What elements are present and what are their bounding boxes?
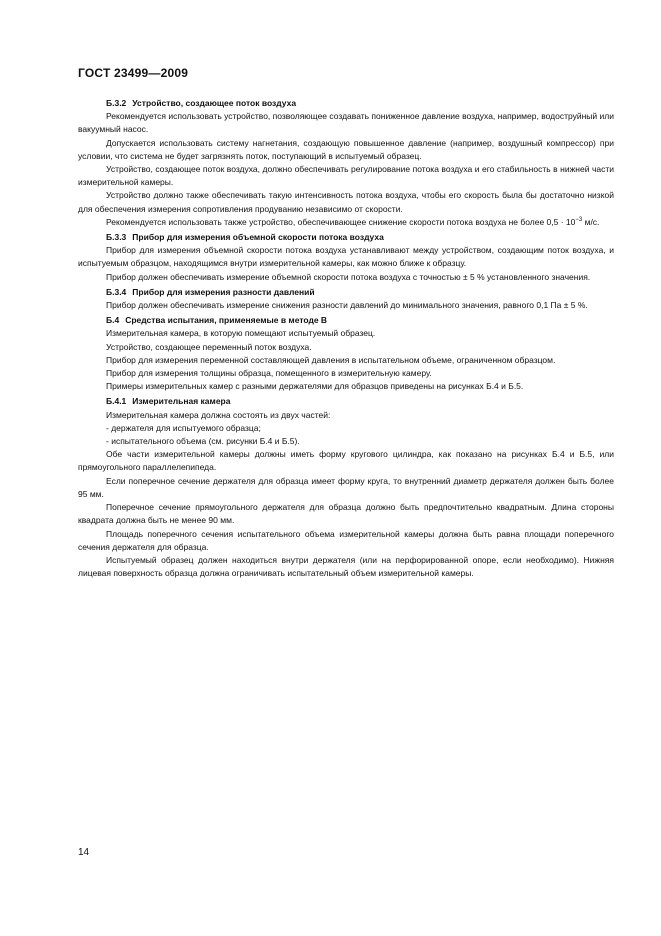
section-heading bbox=[78, 231, 614, 244]
paragraph: Устройство, создающее переменный поток воздуха. bbox=[106, 341, 312, 352]
section-title: Прибор для измерения разности давлений bbox=[132, 286, 315, 297]
paragraph: Измерительная камера, в которую помещают испытуемый образец. bbox=[106, 328, 376, 339]
paragraph: Допускается использовать систему нагнетания, создающую повышенное давление (например, воздушный компрессор) при условии, что система не будет загрязнять поток, поступающий в испытуемый образец. bbox=[78, 137, 614, 161]
section-title: Устройство, создающее поток воздуха bbox=[132, 98, 297, 108]
paragraph: Прибор для измерения переменной составляющей давления в испытательном объеме, ограниченном образцом. bbox=[106, 354, 556, 365]
paragraph-text: м/с. bbox=[582, 216, 600, 227]
paragraph: Испытуемый образец должен находиться внутри держателя (или на перфорированной опоре, если необходимо). Нижняя лицевая поверхность образца должна ограничивать испытательный объем измерительной камеры. bbox=[78, 554, 614, 579]
section-title: Средства испытания, применяемые в методе В bbox=[125, 315, 328, 326]
page-number: 14 bbox=[78, 847, 90, 858]
paragraph: Примеры измерительных камер с разными держателями для образцов приведены на рисунках Б.4 и Б.5. bbox=[106, 381, 524, 392]
paragraph: Рекомендуется использовать устройство, позволяющее создавать пониженное давление воздуха, например, водоструйный или вакуумный насос. bbox=[78, 111, 614, 135]
paragraph-text: Рекомендуется использовать также устройство, обеспечивающее снижение скорости потока воздуха не более 0,5 · 10 bbox=[106, 216, 576, 227]
paragraph: Прибор должен обеспечивать измерение снижения разности давлений до минимального значения, равного 0,1 Па ± 5 %. bbox=[106, 300, 588, 311]
list-item: - держателя для испытуемого образца; bbox=[106, 422, 261, 433]
list-item: - испытательного объема (см. рисунки Б.4 и Б.5). bbox=[106, 436, 300, 447]
paragraph bbox=[78, 216, 614, 229]
paragraph: Прибор для измерения толщины образца, помещенного в измерительную камеру. bbox=[106, 368, 432, 379]
paragraph: Устройство, создающее поток воздуха, должно обеспечивать регулирование потока воздуха и его стабильность в нижней части измерительной камеры. bbox=[78, 164, 614, 188]
paragraph: Площадь поперечного сечения испытательного объема измерительной камеры должна быть равна площади поперечного сечения держателя для образца. bbox=[78, 528, 614, 552]
section-title: Измерительная камера bbox=[132, 396, 231, 407]
paragraph: Устройство должно также обеспечивать такую интенсивность потока воздуха, чтобы его скорость была бы достаточно низкой для обеспечения измерения сопротивления продуванию независимо от скорости. bbox=[78, 190, 614, 214]
section-heading bbox=[78, 286, 614, 299]
document-header: ГОСТ 23499—2009 bbox=[78, 66, 189, 80]
paragraph: Прибор должен обеспечивать измерение объемной скорости потока воздуха с точностью ± 5 % установленного значения. bbox=[106, 271, 591, 282]
paragraph: Прибор для измерения объемной скорости потока воздуха устанавливают между устройством, создающим поток воздуха, и испытуемым образцом, находящимся внутри измерительной камеры, как можно ближе к образцу. bbox=[78, 245, 614, 269]
document-body bbox=[78, 95, 614, 580]
paragraph: Поперечное сечение прямоугольного держателя для образца должно быть предпочтительно квадратным. Длина стороны квадрата должна быть не менее 90 мм. bbox=[78, 502, 614, 526]
section-number: Б.4.1 bbox=[106, 396, 127, 407]
section-heading bbox=[78, 97, 614, 110]
section-heading bbox=[78, 314, 614, 327]
paragraph: Если поперечное сечение держателя для образца имеет форму круга, то внутренний диаметр держателя должен быть более 95 мм. bbox=[78, 475, 614, 499]
section-number: Б.3.4 bbox=[106, 286, 127, 297]
section-number: Б.3.2 bbox=[106, 98, 127, 108]
section-heading bbox=[78, 395, 614, 408]
section-number: Б.3.3 bbox=[106, 232, 127, 243]
paragraph: Обе части измерительной камеры должны иметь форму кругового цилиндра, как показано на рисунках Б.4 и Б.5, или прямоугольного параллелепипеда. bbox=[78, 449, 614, 473]
section-number: Б.4 bbox=[106, 315, 120, 326]
section-title: Прибор для измерения объемной скорости потока воздуха bbox=[132, 232, 384, 243]
paragraph: Измерительная камера должна состоять из двух частей: bbox=[106, 409, 331, 420]
exponent: −3 bbox=[575, 216, 583, 223]
